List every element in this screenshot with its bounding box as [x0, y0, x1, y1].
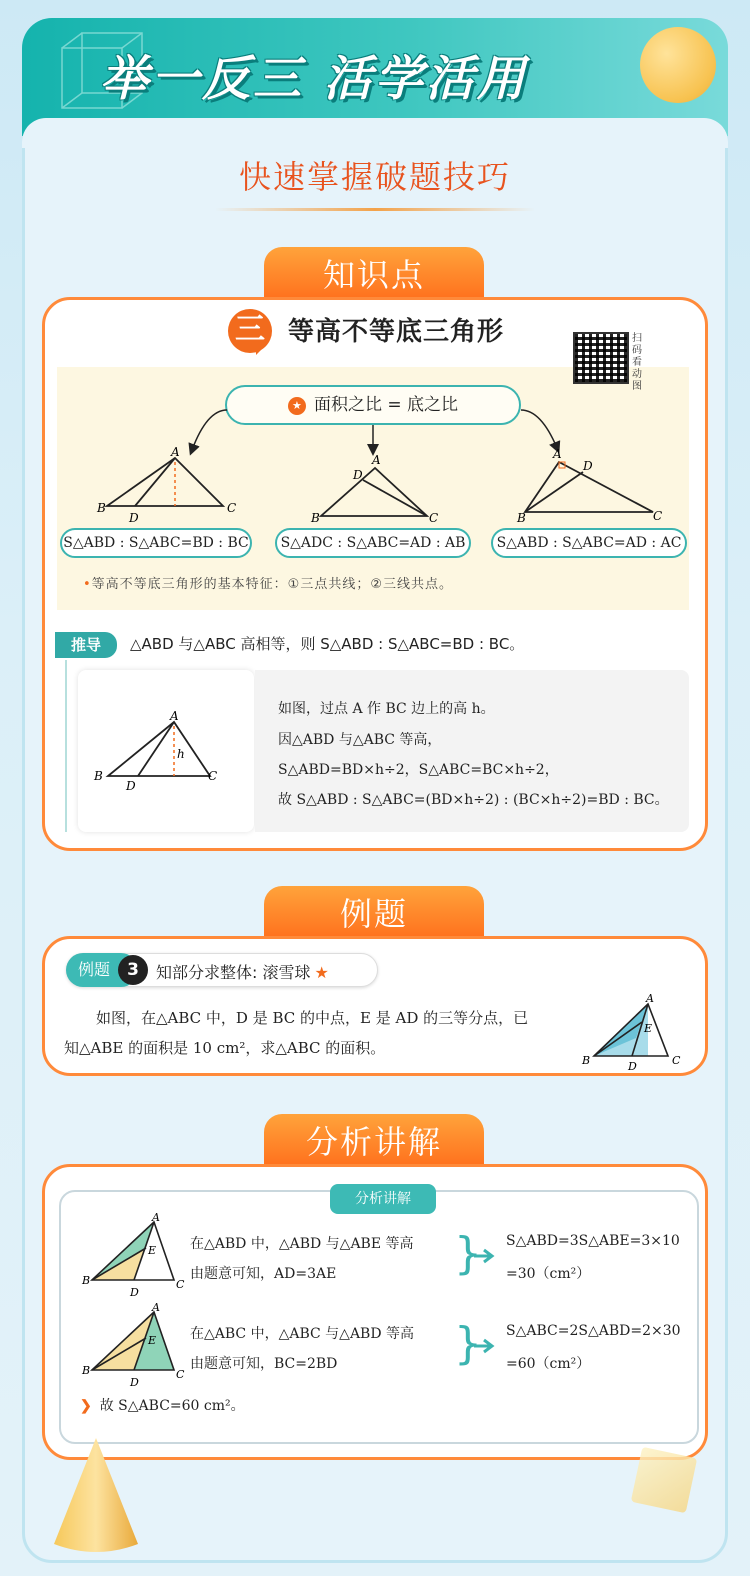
page-subtitle: 快速掌握破题技巧 [238, 158, 511, 196]
brace-icon-1: } [454, 1228, 482, 1279]
example-title [156, 960, 329, 983]
svg-text:D: D [130, 1286, 139, 1299]
feature-note [83, 573, 453, 592]
svg-text:E: E [148, 1244, 157, 1257]
analysis-row1-line1: 在△ABD 中，△ABD 与△ABE 等高 [190, 1236, 414, 1252]
example-triangle [576, 990, 696, 1070]
feature-note-text: 等高不等底三角形的基本特征：①三点共线；②三线共点。 [91, 577, 453, 592]
svg-text:C: C [208, 769, 218, 783]
section-tab-analysis: 分析讲解 [264, 1114, 484, 1170]
ratio-rule-text: 面积之比 = 底之比 [313, 395, 459, 415]
label-a-2: A [372, 453, 381, 467]
svg-text:C: C [176, 1278, 185, 1291]
label-c-1: C [227, 501, 237, 515]
svg-text:C: C [672, 1054, 681, 1067]
star-badge-icon: ★ [288, 397, 306, 415]
label-a-3: A [553, 447, 562, 461]
svg-text:B: B [82, 1274, 91, 1287]
label-a-1: A [171, 445, 180, 459]
chevron-right-icon: ❯ [80, 1398, 92, 1414]
cube-decoration [631, 1447, 697, 1513]
example-tag: 例题 [66, 953, 138, 987]
svg-text:C: C [176, 1368, 185, 1381]
formula-3: S△ABD : S△ABC=AD : AC [491, 528, 687, 558]
example-text-1: 如图，在△ABC 中，D 是 BC 的中点，E 是 AD 的三等分点，已 [96, 1009, 529, 1027]
conclusion [80, 1395, 245, 1415]
example-title-text: 知部分求整体: 滚雪球 [156, 963, 311, 982]
label-b-3: B [517, 511, 526, 525]
derive-figure-card [78, 670, 254, 832]
banner-bottom-edge [22, 118, 728, 148]
arrow-left [192, 410, 227, 450]
svg-text:A: A [152, 1212, 160, 1224]
qr-label: 扫码看动图 [632, 333, 642, 392]
cone-decoration [48, 1434, 144, 1562]
proof-line-1: 如图，过点 A 作 BC 边上的高 h。 [278, 701, 495, 717]
proof-line-3: S△ABD=BD×h÷2，S△ABC=BC×h÷2， [278, 762, 559, 778]
conclusion-text: 故 S△ABC=60 cm²。 [99, 1398, 245, 1414]
analysis-row2-line2: 由题意可知，BC=2BD [190, 1356, 338, 1372]
qr-code-icon[interactable] [573, 332, 629, 384]
label-b-2: B [311, 511, 320, 525]
arrow-right [521, 410, 557, 448]
label-b-1: B [97, 501, 106, 515]
badge-number-three: 三 [228, 309, 272, 353]
svg-text:B: B [94, 769, 103, 783]
star-icon: ★ [314, 963, 329, 982]
svg-text:A: A [646, 992, 654, 1005]
svg-text:B: B [582, 1054, 591, 1067]
arrow-right-icon-1 [472, 1246, 496, 1266]
svg-text:A: A [152, 1302, 160, 1314]
triangle-diagram-1 [107, 458, 223, 506]
svg-text:E: E [644, 1022, 653, 1035]
triangle-diagram-2 [321, 468, 427, 516]
label-d-3: D [583, 459, 593, 473]
three-triangle-diagrams [57, 400, 689, 530]
sun-decoration [640, 27, 716, 103]
svg-text:h: h [177, 747, 185, 761]
proof-line-2: 因△ABD 与△ABC 等高， [278, 732, 442, 748]
section-tab-knowledge: 知识点 [264, 247, 484, 303]
example-text-2: 知△ABE 的面积是 10 cm²，求△ABC 的面积。 [64, 1039, 386, 1057]
label-c-2: C [429, 511, 439, 525]
svg-text:D: D [130, 1376, 139, 1389]
example-number: 3 [118, 955, 148, 985]
bullet-icon: • [83, 577, 92, 592]
proof-line-4: 故 S△ABD : S△ABC=(BD×h÷2) : (BC×h÷2)=BD : BC。 [278, 792, 669, 808]
analysis-triangle-1 [80, 1212, 190, 1300]
label-d-1: D [129, 511, 139, 525]
formula-1: S△ABD : S△ABC=BD : BC [60, 528, 252, 558]
derive-statement: △ABD 与△ABC 高相等，则 S△ABD : S△ABC=BD : BC。 [130, 635, 525, 653]
knowledge-title: 等高不等底三角形 [288, 317, 505, 347]
svg-text:A: A [170, 709, 179, 723]
label-d-2: D [353, 468, 363, 482]
analysis-row2-result1: S△ABC=2S△ABD=2×30 [506, 1323, 681, 1339]
derive-line [65, 660, 67, 832]
analysis-row1-result2: =30（cm²） [506, 1266, 591, 1282]
svg-text:D: D [628, 1060, 637, 1070]
analysis-tag: 分析讲解 [330, 1184, 436, 1214]
formula-2: S△ADC : S△ABC=AD : AB [275, 528, 471, 558]
svg-text:E: E [148, 1334, 157, 1347]
svg-text:D: D [126, 779, 136, 793]
label-c-3: C [653, 509, 663, 523]
arrow-right-icon-2 [472, 1336, 496, 1356]
analysis-row2-line1: 在△ABC 中，△ABC 与△ABD 等高 [190, 1326, 415, 1342]
brace-icon-2: } [454, 1318, 482, 1369]
subtitle-underline [215, 208, 535, 211]
svg-text:B: B [82, 1364, 91, 1377]
analysis-triangle-2 [80, 1302, 190, 1390]
section-tab-example: 例题 [264, 886, 484, 942]
analysis-row2-result2: =60（cm²） [506, 1356, 591, 1372]
derive-tag: 推导 [55, 632, 117, 658]
banner-title: 举一反三 活学活用 [100, 51, 528, 107]
derive-triangle [78, 670, 254, 832]
analysis-row1-line2: 由题意可知，AD=3AE [190, 1266, 337, 1282]
analysis-row1-result1: S△ABD=3S△ABE=3×10 [506, 1233, 680, 1249]
